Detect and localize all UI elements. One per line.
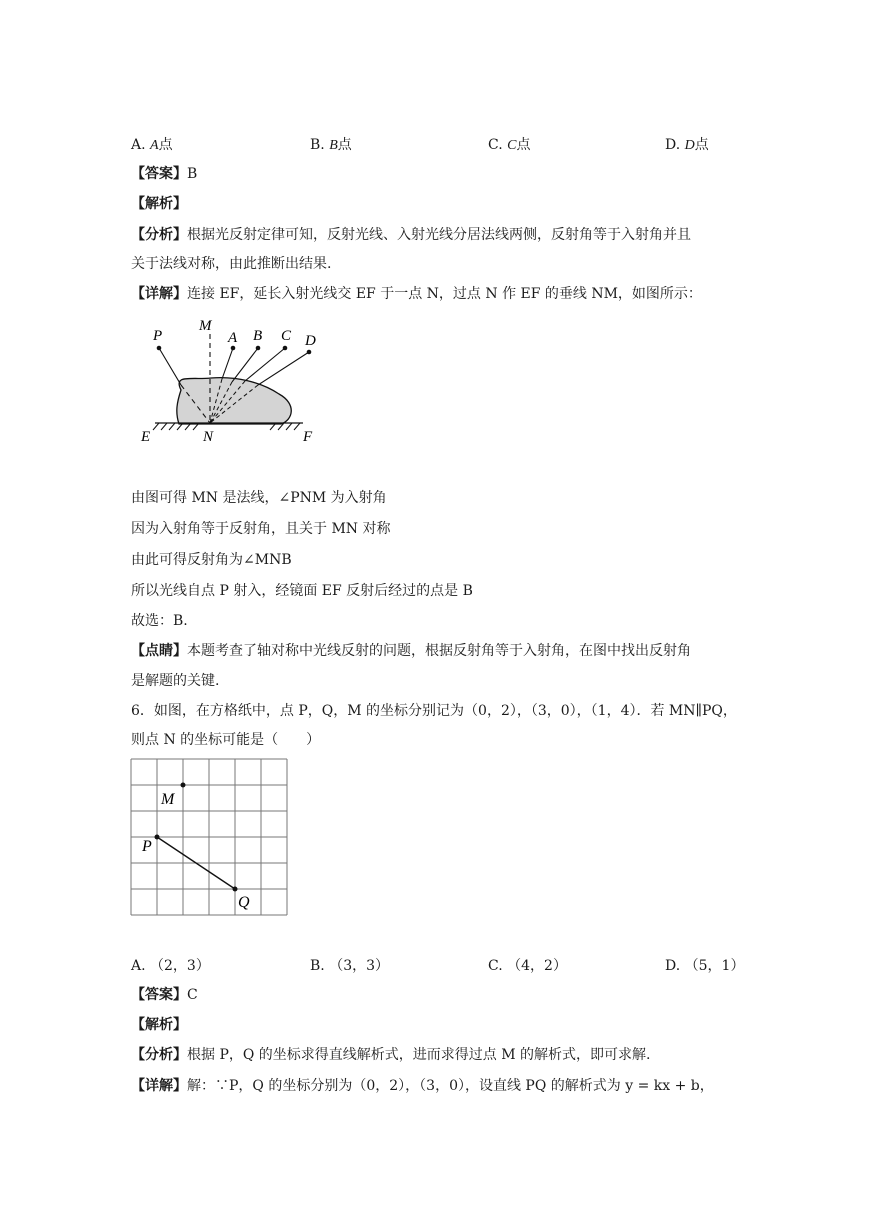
reflection-figure xyxy=(131,312,331,446)
q6-option-c: C. （4，2） xyxy=(488,958,567,974)
q5-fenxi: 【分析】根据光反射定律可知，反射光线、入射光线分居法线两侧，反射角等于入射角并且 xyxy=(131,227,691,243)
point-b xyxy=(256,346,261,351)
label-c: C xyxy=(281,328,292,344)
label-e: E xyxy=(141,429,151,445)
label-b: B xyxy=(253,328,263,344)
ray-c-solid xyxy=(245,348,285,381)
q5-detail: 【详解】连接 EF，延长入射光线交 EF 于一点 N，过点 N 作 EF 的垂线 NM，如图所示： xyxy=(131,286,702,302)
point-d xyxy=(307,350,312,355)
point-m xyxy=(181,783,186,788)
q5-choose: 故选：B. xyxy=(131,613,188,629)
point-p-grid xyxy=(155,835,160,840)
q6-fenxi: 【分析】根据 P，Q 的坐标求得直线解析式，进而求得过点 M 的解析式，即可求解. xyxy=(131,1047,651,1063)
ray-d-solid xyxy=(258,352,309,385)
stone-shape xyxy=(177,378,291,424)
q6-analysis-heading: 【解析】 xyxy=(131,1017,187,1033)
label-q: Q xyxy=(238,894,250,911)
q5-review-cont: 是解题的关键. xyxy=(131,673,220,689)
q5-option-b: B. B点 xyxy=(310,137,352,153)
q6-answer: 【答案】C xyxy=(131,987,198,1003)
label-m: M xyxy=(199,318,212,334)
label-p-grid: P xyxy=(142,838,152,855)
q5-option-c: C. C点 xyxy=(488,137,531,153)
q6-option-a: A. （2，3） xyxy=(131,958,210,974)
point-q xyxy=(233,887,238,892)
q6-stem-cont: 则点 N 的坐标可能是（ ） xyxy=(131,732,321,748)
label-n: N xyxy=(203,429,214,445)
grid-figure xyxy=(130,758,290,918)
label-d: D xyxy=(305,333,316,349)
q6-option-d: D. （5，1） xyxy=(665,958,745,974)
point-a xyxy=(231,346,236,351)
label-a: A xyxy=(228,330,238,346)
q5-step-4: 所以光线自点 P 射入，经镜面 EF 反射后经过的点是 B xyxy=(131,583,473,599)
label-f: F xyxy=(303,429,313,445)
q5-answer: 【答案】B xyxy=(131,166,198,182)
q5-option-d: D. D点 xyxy=(665,137,709,153)
q5-fenxi-cont: 关于法线对称，由此推断出结果. xyxy=(131,256,332,272)
point-p xyxy=(157,346,162,351)
ray-a-solid xyxy=(222,348,233,379)
q6-option-b: B. （3，3） xyxy=(310,958,390,974)
q5-step-1: 由图可得 MN 是法线，∠PNM 为入射角 xyxy=(131,490,387,506)
q5-step-3: 由此可得反射角为∠MNB xyxy=(131,552,292,568)
ray-b-solid xyxy=(232,348,258,382)
label-p: P xyxy=(153,328,163,344)
q5-analysis-heading: 【解析】 xyxy=(131,196,187,212)
q5-step-2: 因为入射角等于反射角，且关于 MN 对称 xyxy=(131,521,391,537)
label-m-grid: M xyxy=(161,791,175,808)
q6-detail: 【详解】解：∵P，Q 的坐标分别为（0，2），（3，0），设直线 PQ 的解析式为 y = kx + b， xyxy=(131,1078,714,1094)
ray-pn-solid xyxy=(159,348,181,385)
point-c xyxy=(283,346,288,351)
q5-review: 【点睛】本题考查了轴对称中光线反射的问题，根据反射角等于入射角，在图中找出反射角 xyxy=(131,643,691,659)
q6-stem: 6．如图，在方格纸中，点 P，Q，M 的坐标分别记为（0，2），（3，0），（1，4）．若 MN∥PQ， xyxy=(131,703,737,719)
q5-option-a: A. A点 xyxy=(131,137,173,153)
